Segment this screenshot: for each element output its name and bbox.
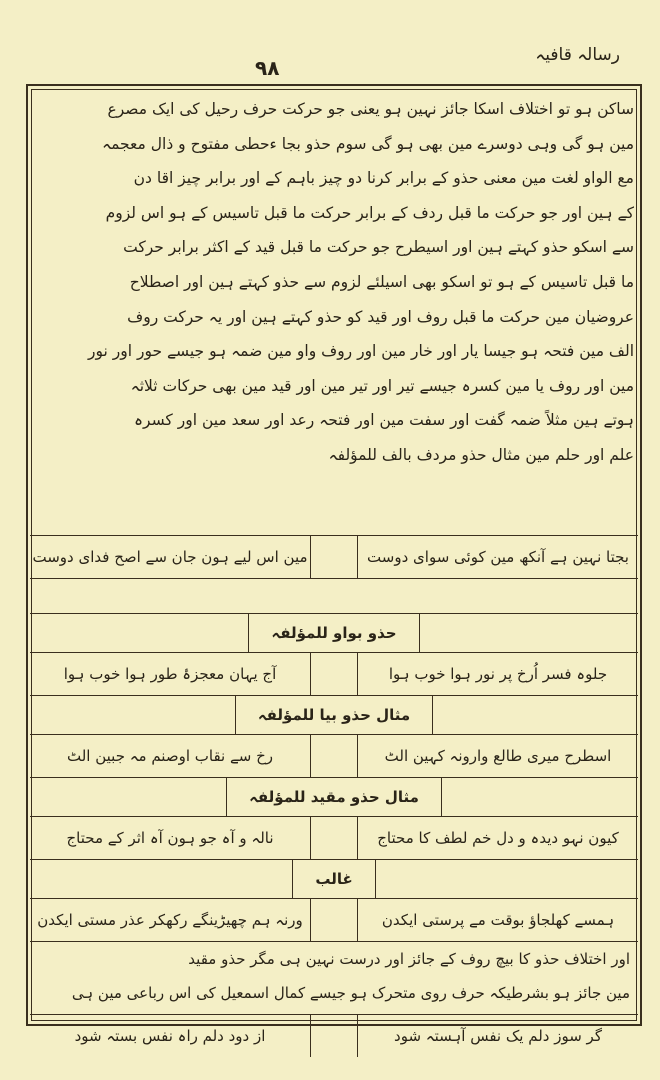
body-text-line: مین اور روف یا مین کسرہ جیسے تیر اور تیر مین اور قید مین بھی حرکات ثلاثہ (130, 376, 634, 395)
body-text-line: سے اسکو حذو کہتے ہین اور اسیطرح جو حرکت ما قبل قید کے اکثر برابر حرکت (123, 238, 634, 257)
hemistich-divider (310, 817, 358, 859)
verse-hemistich-first: گر سوز دلم یک نفس آہستہ شود (394, 1027, 602, 1045)
hemistich-divider (310, 653, 358, 695)
hemistich-divider (310, 899, 358, 941)
body-text-line: الف مین فتحہ ہو جیسا یار اور خار مین اور روف واو مین ضمہ ہو جیسے حور اور نور (88, 342, 634, 361)
example-heading-row (30, 695, 638, 734)
example-heading: مثال حذو بیا للمؤلفہ (235, 696, 433, 734)
hemistich-divider (310, 735, 358, 777)
body-text-line: ما قبل تاسیس کے ہو تو اسکو بھی اسیلئے لزوم سے حذو کہتے ہین اور اصطلاح (129, 272, 634, 291)
verse-hemistich-second: رخ سے نقاب اوصنم مہ جبین الٹ (66, 747, 274, 765)
body-text-line: کے ہین اور جو حرکت ما قبل ردف کے برابر حرکت ما قبل تاسیس کے ہو اس لزوم (105, 203, 634, 222)
couplet-row (30, 816, 638, 859)
body-text-line: ساکن ہو تو اختلاف اسکا جائز نہین ہو یعنی جو حرکت حرف رحیل کی ایک مصرع (107, 100, 634, 118)
verse-hemistich-second: از دود دلم راہ نفس بستہ شود (74, 1027, 266, 1045)
verse-hemistich-second: آج یہان معجزۂ طور ہوا خوب ہوا (63, 665, 277, 683)
verse-hemistich-second: نالہ و آہ جو ہون آہ اثر کے محتاج (66, 829, 274, 847)
verse-hemistich-first: کیون نہو دیدہ و دل خم لطف کا محتاج (377, 829, 619, 847)
inline-prose-line: مین جائز ہو بشرطیکہ حرف روی متحرک ہو جیسے کمال اسمعیل کی اس رباعی مین ہی (71, 984, 630, 1002)
example-heading-row (30, 613, 638, 652)
body-text-line: علم اور حلم مین مثال حذو مردف بالف للمؤلفہ (328, 445, 634, 464)
running-header-title: رسالہ قافیہ (535, 45, 620, 65)
couplet-row (30, 1014, 638, 1057)
verse-hemistich-second: مین اس لیے ہون جان سے اصح فدای دوست (32, 548, 308, 566)
blank-row (30, 578, 638, 613)
verse-hemistich-second: ورنہ ہم چھیڑینگے رکھکر عذر مستی ایکدن (37, 911, 303, 929)
body-text (34, 92, 634, 473)
inline-prose-row (30, 941, 638, 1014)
hemistich-divider (310, 1015, 358, 1057)
example-heading: مثال حذو مقید للمؤلفہ (226, 778, 442, 816)
example-heading-row (30, 777, 638, 816)
verse-table (30, 535, 638, 1057)
hemistich-divider (310, 536, 358, 578)
example-heading: حذو بواو للمؤلفہ (248, 614, 419, 652)
couplet-row (30, 535, 638, 578)
verse-hemistich-first: بجتا نہین ہے آنکھ مین کوئی سوای دوست (367, 548, 629, 566)
couplet-row (30, 898, 638, 941)
verse-hemistich-first: اسطرح میری طالع وارونہ کہین الٹ (384, 747, 612, 765)
verse-hemistich-first: جلوہ فسر اُرخ پر نور ہوا خوب ہوا (388, 665, 608, 683)
couplet-row (30, 652, 638, 695)
example-heading-row (30, 859, 638, 898)
verse-hemistich-first: ہمسے کھلجاؤ بوقت مے پرستی ایکدن (381, 911, 615, 929)
body-text-line: عروضیان مین حرکت ما قبل روف اور قید کو حذو کہتے ہین اور یہ حرکت روف (127, 307, 634, 326)
body-text-line: مین ہو گی وہی دوسرے مین بھی ہو گی سوم حذو بجا ءحطی مفتوح و ذال معجمہ (102, 134, 634, 153)
body-text-line: مع الواو لغت مین معنی حذو کے برابر کرنا دو چیز باہم کے اور برابر چیز اقا دن (133, 169, 634, 188)
page-number: ۹۸ (255, 56, 280, 80)
couplet-row (30, 734, 638, 777)
body-text-line: ہوتے ہین مثلاً ضمہ گفت اور سفت مین اور فتحہ رعد اور سعد مین اور کسرہ (133, 411, 634, 430)
example-heading: غالب (292, 860, 375, 898)
inline-prose-line: اور اختلاف حذو کا بیچ روف کے جائز اور درست نہین ہی مگر حذو مقید (188, 950, 630, 968)
